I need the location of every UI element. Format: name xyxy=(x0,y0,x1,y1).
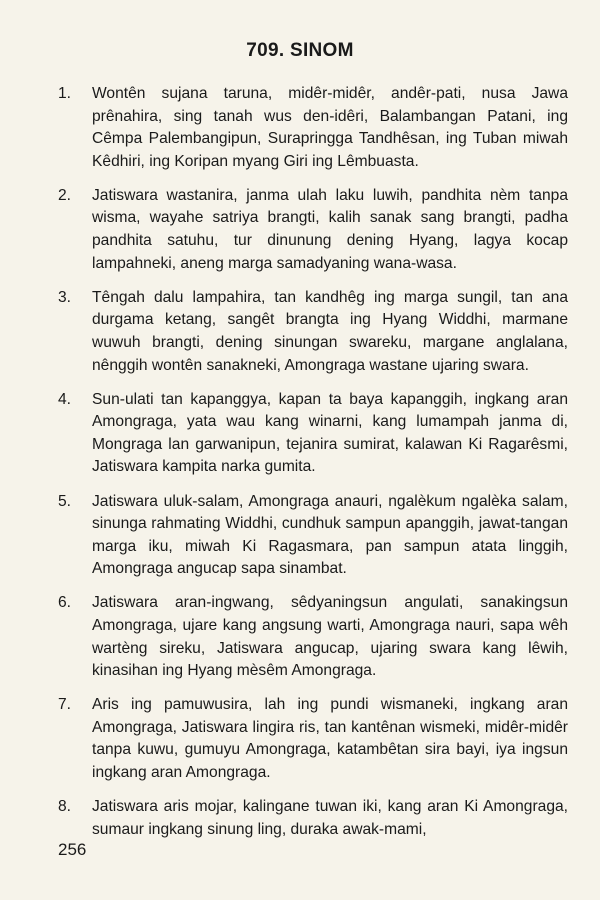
stanza-text: Jatiswara aran-ingwang, sêdyaningsun angulati, sanakingsun Amongraga, ujare kang angsung warti, Amongraga nauri, sapa wêh wartèng sireku, Jatiswara angucap, ujaring swara kang lêwih, kinasihan ing Hyang mèsêm Amongraga. xyxy=(92,594,568,680)
stanza-number: 2. xyxy=(58,186,72,204)
stanza-number: 5. xyxy=(58,492,72,510)
stanza-item xyxy=(58,491,568,581)
stanza-number: 7. xyxy=(58,696,72,714)
stanza-list xyxy=(58,83,568,853)
stanza-number: 4. xyxy=(58,390,72,408)
stanza-item xyxy=(58,83,568,173)
stanza-item xyxy=(58,592,568,682)
stanza-text: Wontên sujana taruna, midêr-midêr, andêr-pati, nusa Jawa prênahira, sing tanah wus den-idêri, Balambangan Patani, ing Cêmpa Palembangipun, Surapringga Tandhêsan, ing Tuban miwah Kêdhiri, ing Koripan myang Giri ing Lêmbuasta. xyxy=(92,85,568,170)
stanza-text: Sun-ulati tan kapanggya, kapan ta baya kapanggih, ingkang aran Amongraga, yata wau kang winarni, kang lumampah janma di, Mongraga lan garwanipun, tejanira sumirat, kalawan Ki Ragarêsmi, Jatiswara kampita narka gumita. xyxy=(92,390,568,476)
stanza-text: Aris ing pamuwusira, lah ing pundi wismaneki, ingkang aran Amongraga, Jatiswara lingira ris, tan kantênan wismeki, midêr-midêr tanpa kuwu, gumuyu Amongraga, katambêtan sira bayi, iya ingsun ingkang aran Amongraga. xyxy=(92,696,568,782)
stanza-number: 6. xyxy=(58,594,72,612)
stanza-text: Têngah dalu lampahira, tan kandhêg ing marga sungil, tan ana durgama ketang, sangêt brangta ing Hyang Widdhi, marmane wuwuh brangti, dening sinungan swareku, margane anglalana, nênggih wontên sanakneki, Amongraga wastane ujaring swara. xyxy=(92,288,568,374)
stanza-text: Jatiswara aris mojar, kalingane tuwan iki, kang aran Ki Amongraga, sumaur ingkang sinung ling, duraka awak-mami, xyxy=(92,798,568,838)
stanza-item xyxy=(58,796,568,841)
stanza-item xyxy=(58,287,568,377)
stanza-number: 1. xyxy=(58,85,72,102)
stanza-item xyxy=(58,694,568,784)
page-title: 709. SINOM xyxy=(246,40,354,61)
stanza-text: Jatiswara uluk-salam, Amongraga anauri, ngalèkum ngalèka salam, sinunga rahmating Widdhi, cundhuk sampun apanggih, jawat-tangan marga iku, miwah Ki Ragasmara, pan sampun atata linggih, Amongraga angucap sapa sinambat. xyxy=(92,492,568,578)
stanza-number: 8. xyxy=(58,798,72,816)
stanza-text: Jatiswara wastanira, janma ulah laku luwih, pandhita nèm tanpa wisma, wayahe satriya brangti, kalih sanak sang brangti, padha pandhita satuhu, tur dinunung dening Hyang, lagya kocap lampahneki, aneng marga samadyaning wana-wasa. xyxy=(92,186,568,272)
page-number: 256 xyxy=(58,840,87,859)
stanza-item xyxy=(58,185,568,275)
stanza-item xyxy=(58,389,568,479)
stanza-number: 3. xyxy=(58,288,72,306)
